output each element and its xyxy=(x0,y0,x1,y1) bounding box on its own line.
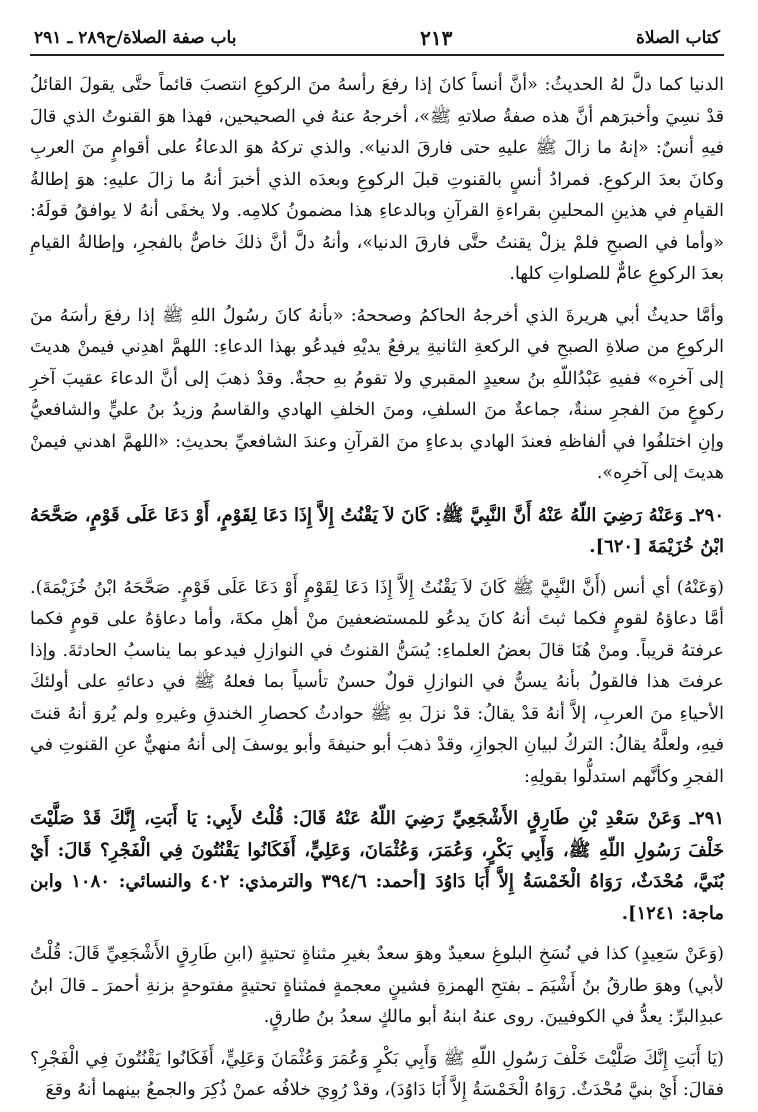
hadith-text: ـ وَعَنْهُ رَضِيَ اللّهُ عَنْهُ أَنَّ النَّبِيَّ ﷺ: كَانَ لاَ يَقْنُتُ إِلاَّ إِذَا دَعَا لِقَوْمٍ، أَوْ دَعَا عَلَى قَوْمٍ، صَحَّحَهُ ابْنُ خُزَيْمَةَ [٦٢٠]. xyxy=(30,504,724,557)
hadith-number: ٢٩١ xyxy=(694,808,724,829)
commentary-paragraph: الدنيا كما دلَّ لهُ الحديثُ: «أنَّ أنساً كانَ إذا رفعَ رأسهُ منَ الركوعِ انتصبَ قائماً حتَّى يقولَ القائلُ قدْ نسِيَ وأخبرَهم أنَّ هذه صفةُ صلاتهِ ﷺ»، أخرجهُ عنهُ في الصحيحين، فهذا هوَ القنوتُ الذي قالَ فيهِ أنسٌ: «إنهُ ما زالَ ﷺ عليهِ حتى فارقَ الدنيا». والذي تركهُ هوَ الدعاءُ على أقوامٍ منَ العربِ وكانَ بعدَ الركوعِ. فمرادُ أنسٍ بالقنوتِ قبلَ الركوعِ وبعدَه الذي أخبرَ أنهُ ما زالَ عليهِ: هوَ إطالةُ القيامِ في هذينِ المحلينِ بقراءةِ القرآنِ وبالدعاءِ هذا مضمونُ كلامِه. ولا يخفَى أنهُ لا يوافقُ قولَهُ: «وأما في الصبحِ فلمْ يزلْ يقنتُ حتَّى فارقَ الدنيا»، وأنهُ دلَّ أنَّ ذلكَ خاصٌّ بالفجرِ، وإطالةُ القيامِ بعدَ الركوعِ عامٌّ للصلواتِ كلها. xyxy=(30,75,724,284)
hadith-paragraph xyxy=(30,803,724,929)
hadith-text: ـ وَعَنْ سَعْدِ بْنِ طَارِقٍ الأَشْجَعِيِّ رَضِيَ اللّهُ عَنْهُ قَالَ: قُلْتُ لأَبِي: يَا أَبَتِ، إِنَّكَ قَدْ صَلَّيْتَ خَلْفَ رَسُولِ اللّهِ ﷺ، وَأَبِي بَكْرٍ، وَعُمَرَ، وَعُثْمَانَ، وَعَلِيٍّ، أَفَكَانُوا يَقْنُتُونَ فِي الْفَجْرِ؟ قَالَ: أَيْ بُنَيَّ، مُحْدَثٌ، رَوَاهُ الْخَمْسَةُ إِلاَّ أَبَا دَاوُدَ [أحمد: ٣٩٤/٦ والترمذي: ٤٠٢ والنسائي: ١٠٨٠ وابن ماجة: ١٢٤١]. xyxy=(30,808,725,924)
running-header xyxy=(30,26,724,56)
page-number: ٢١٣ xyxy=(420,26,453,50)
commentary-paragraph: (وَعَنْهُ) أي أنس (أَنَّ النَّبِيَّ ﷺ كَانَ لاَ يَقْنُتُ إِلاَّ إِذَا دَعَا لِقَوْمٍ أَوْ دَعَا عَلَى قَوْمٍ. صَحَّحَهُ ابْنُ خُزَيْمَةَ). أمَّا دعاؤهُ لقومٍ فكما ثبتَ أنهُ كانَ يدعُو للمستضعفينَ منْ أهلِ مكةَ، وأما دعاؤهُ على قومٍ فكما عرفتهُ قريباً. ومنْ هُنَا قالَ بعضُ العلماءِ: يُسَنُّ القنوتُ في النوازلِ فيدعو بما يناسبُ الحادثةَ. وإذا عرفتَ هذا فالقولُ بأنهُ يسنُّ في النوازلِ قولٌ حسنٌ تأسياً بما فعلهُ ﷺ في دعائهِ على أولئكَ الأحياءِ منَ العربِ، إلاَّ أنهُ قدْ يقالُ: قدْ نزلَ بهِ ﷺ حوادثُ كحصارِ الخندقِ وغيرهِ ولم يُروَ أنهُ قنتَ فيهِ، ولعلَّهُ يقالُ: التركُ لبيانِ الجوازِ، وقدْ ذهبَ أبو حنيفةَ وأبو يوسفَ إلى أنهُ منهيٌّ عنِ القنوتِ في الفجرِ وكأنَّهم استدلُّوا بقولِهِ: xyxy=(30,577,724,787)
commentary-paragraph: (وَعَنْ سَعِيدٍ) كذا في نُسَخِ البلوغِ سعيدٌ وهوَ سعدٌ بغيرِ مثناةٍ تحتيةٍ (ابنِ طَارِقٍ الأَشْجَعِيِّ قَالَ: قُلْتُ لأبي) وهوَ طارقُ بنُ أَشْيَمَ ـ بفتحِ الهمزةِ فشينٍ معجمةٍ فمثناةٍ تحتيةٍ مفتوحةٍ بزنةِ أحمرَ ـ قالَ ابنُ عبدِالبرِّ: يعدُّ في الكوفيينَ. روى عنهُ ابنهُ أبو مالكٍ سعدُ بنُ طارقٍ. xyxy=(30,944,724,1027)
commentary-paragraph: (يَا أَبَتِ إِنَّكَ صَلَّيْتَ خَلْفَ رَسُولِ اللّهِ ﷺ وَأَبِي بَكْرٍ وَعُمَرَ وَعُثْمَانَ وَعَلِيٍّ، أَفَكَانُوا يَقْنُتُونَ فِي الْفَجْرِ؟ فقالَ: أَيْ بنيَّ مُحْدَثٌ. رَوَاهُ الْخَمْسَةُ إِلاَّ أَبَا دَاوُدَ)، وقدْ رُوِيَ خلافُه عمنْ ذُكِرَ والجمعُ بينهما أنهُ وقعَ xyxy=(30,1048,724,1100)
book-title: كتاب الصلاة xyxy=(635,28,720,48)
hadith-number: ٢٩٠ xyxy=(694,504,724,526)
commentary-paragraph: وأمَّا حديثُ أبي هريرةَ الذي أخرجهُ الحاكمُ وصححهُ: «بأنهُ كانَ رسُولُ اللهِ ﷺ إذا رفعَ رأسَهُ منَ الركوعِ من صلاةِ الصبحِ في الركعةِ الثانيةِ يرفعُ يديْهِ فيدعُو بهذا الدعاءِ: اللهمَّ اهدِني فيمنْ هديتَ إلى آخرِه» ففيهِ عَبْدُاللّهِ بنُ سعيدٍ المقبري ولا تقومُ بهِ حجةٌ. وقدْ ذهبَ إلى أنَّ الدعاءَ عقيبَ آخرِ ركوعٍ منَ الفجرِ سنةٌ، جماعةٌ منَ السلفِ، ومنَ الخلفِ الهادي والقاسمُ وزيدُ بنُ عليٍّ والشافعيُّ وإنِ اختلفُوا في ألفاظهِ فعندَ الهادي بدعاءٍ منَ القرآنِ وعندَ الشافعيِّ بحديثِ: «اللهمَّ اهدني فيمنْ هديتَ إلى آخرِه». xyxy=(30,305,724,483)
chapter-reference: باب صفة الصلاة/ح٢٨٩ ـ ٢٩١ xyxy=(34,28,237,48)
hadith-paragraph xyxy=(30,500,724,563)
